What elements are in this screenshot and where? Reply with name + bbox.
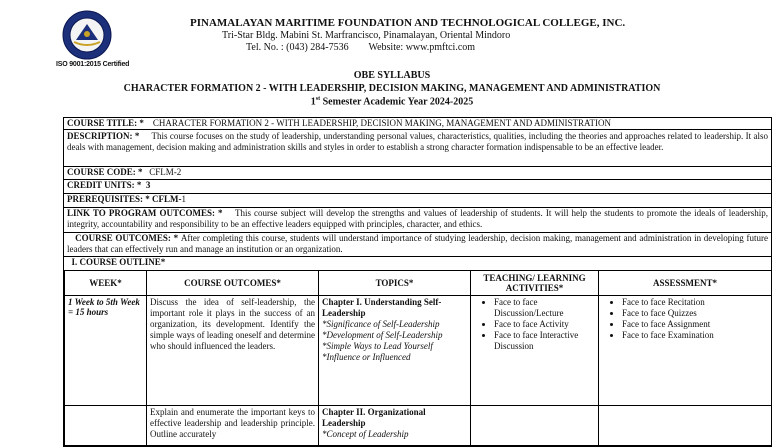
credit-units-value: 3 (145, 180, 151, 190)
list-item: • Face to face Recitation (622, 297, 768, 308)
syllabus-form (63, 117, 772, 447)
contact-line (246, 42, 475, 53)
week-cell: 1 Week to 5th Week = 15 hours (65, 296, 147, 406)
course-outline-table (64, 270, 772, 446)
table-row (65, 406, 772, 446)
prerequisites-row: PREREQUISITES: * CFLM-1 (64, 194, 771, 208)
website[interactable]: Website: www.pmftci.com (368, 42, 476, 53)
topics-cell: Chapter I. Understanding Self-Leadership *Significance of Self-Leadership *Development of Self-Leadership *Simple Ways to Lead Yourself *Influence or Influenced (319, 296, 471, 406)
topics-cell: Chapter II. Organizational Leadership *Concept of Leadership (319, 406, 471, 446)
list-item: • Face to face Examination (622, 330, 768, 341)
iso-certification: ISO 9001:2015 Certified (56, 61, 130, 68)
week-cell (65, 406, 147, 446)
course-outcomes-row: COURSE OUTCOMES: * After completing this course, students will understand importance of studying leadership, decision making, management and administration in developing future leaders that can effectively run and manage an institution or an organization. (64, 233, 771, 257)
activities-cell (471, 406, 599, 446)
college-seal-logo (62, 10, 112, 60)
course-title-row: COURSE TITLE: * CHARACTER FORMATION 2 - WITH LEADERSHIP, DECISION MAKING, MANAGEMENT AND ADMINISTRATION (64, 118, 771, 130)
prerequisites-value: 1 (181, 194, 187, 204)
course-title-value: CHARACTER FORMATION 2 - WITH LEADERSHIP, DECISION MAKING, MANAGEMENT AND ADMINISTRATION (152, 118, 612, 128)
col-week: WEEK* (65, 271, 147, 296)
document-type: OBE SYLLABUS (353, 70, 431, 81)
list-item: • Face to face Discussion/Lecture (494, 297, 595, 319)
outcome-cell: Discuss the idea of self-leadership, the important role it plays in the success of an organization, its development. Identify the simple ways of leading oneself and determine who should influenced the leaders. (147, 296, 319, 406)
col-activities: TEACHING/ LEARNING ACTIVITIES* (471, 271, 599, 296)
outcome-cell: Explain and enumerate the important keys to effective leadership and leadership principle. Outline accurately (147, 406, 319, 446)
course-outline-heading: I. COURSE OUTLINE* (71, 257, 166, 267)
list-item: • Face to face Interactive Discussion (494, 330, 595, 352)
list-item: • Face to face Activity (494, 319, 595, 330)
list-item: • Face to face Quizzes (622, 308, 768, 319)
col-course-outcomes: COURSE OUTCOMES* (147, 271, 319, 296)
course-code-row: COURSE CODE: * CFLM-2 (64, 167, 771, 180)
school-name: PINAMALAYAN MARITIME FOUNDATION AND TECHNOLOGICAL COLLEGE, INC. (190, 17, 626, 29)
school-address: Tri-Star Bldg. Mabini St. Marfrancisco, Pinamalayan, Oriental Mindoro (222, 30, 511, 41)
program-outcomes-value: This course subject will develop the strengths and values of leadership of students. It will help the students to promote the ideals of leadership, integrity, accountability and responsibility to be an effective leaders equipped with principles, character, and ethics. (67, 208, 769, 229)
activities-cell (471, 296, 599, 406)
description-value: This course focuses on the study of leadership, understanding personal values, characteristics, qualities, including the theories and approaches related to leadership. It also deals with management, decision making and administration skills and styles in order to establish a strong character formation indispensable to be an effective leader. (67, 131, 769, 152)
list-item: • Face to face Assignment (622, 319, 768, 330)
program-outcomes-row: LINK TO PROGRAM OUTCOMES: * This course subject will develop the strengths and values of leadership of students. It will help the students to promote the ideals of leadership, integrity, accountability and responsibility to be an effective leaders equipped with principles, character, and ethics. (64, 208, 771, 233)
col-topics: TOPICS* (319, 271, 471, 296)
telephone: Tel. No. : (043) 284-7536 (246, 42, 349, 53)
description-row: DESCRIPTION: * This course focuses on the study of leadership, understanding personal values, characteristics, qualities, including the theories and approaches related to leadership. It also deals with management, decision making and administration skills and styles in order to establish a strong character formation indispensable to be an effective leader. (64, 130, 771, 167)
course-heading: CHARACTER FORMATION 2 - WITH LEADERSHIP, DECISION MAKING, MANAGEMENT AND ADMINISTRATION (123, 83, 661, 94)
credit-units-row: CREDIT UNITS: * 3 (64, 180, 771, 194)
course-outcomes-value: After completing this course, students will understand importance of studying leadership, decision making, management and administration in developing future leaders that can effectively run and manage an institution or an organization. (67, 233, 769, 254)
course-code-value: CFLM-2 (149, 167, 182, 177)
table-row (65, 296, 772, 406)
semester-line: 1st Semester Academic Year 2024-2025 (310, 96, 474, 108)
col-assessment: ASSESSMENT* (599, 271, 772, 296)
assessment-cell (599, 296, 772, 406)
course-outline-row (64, 257, 771, 270)
table-header-row (65, 271, 772, 296)
assessment-cell (599, 406, 772, 446)
